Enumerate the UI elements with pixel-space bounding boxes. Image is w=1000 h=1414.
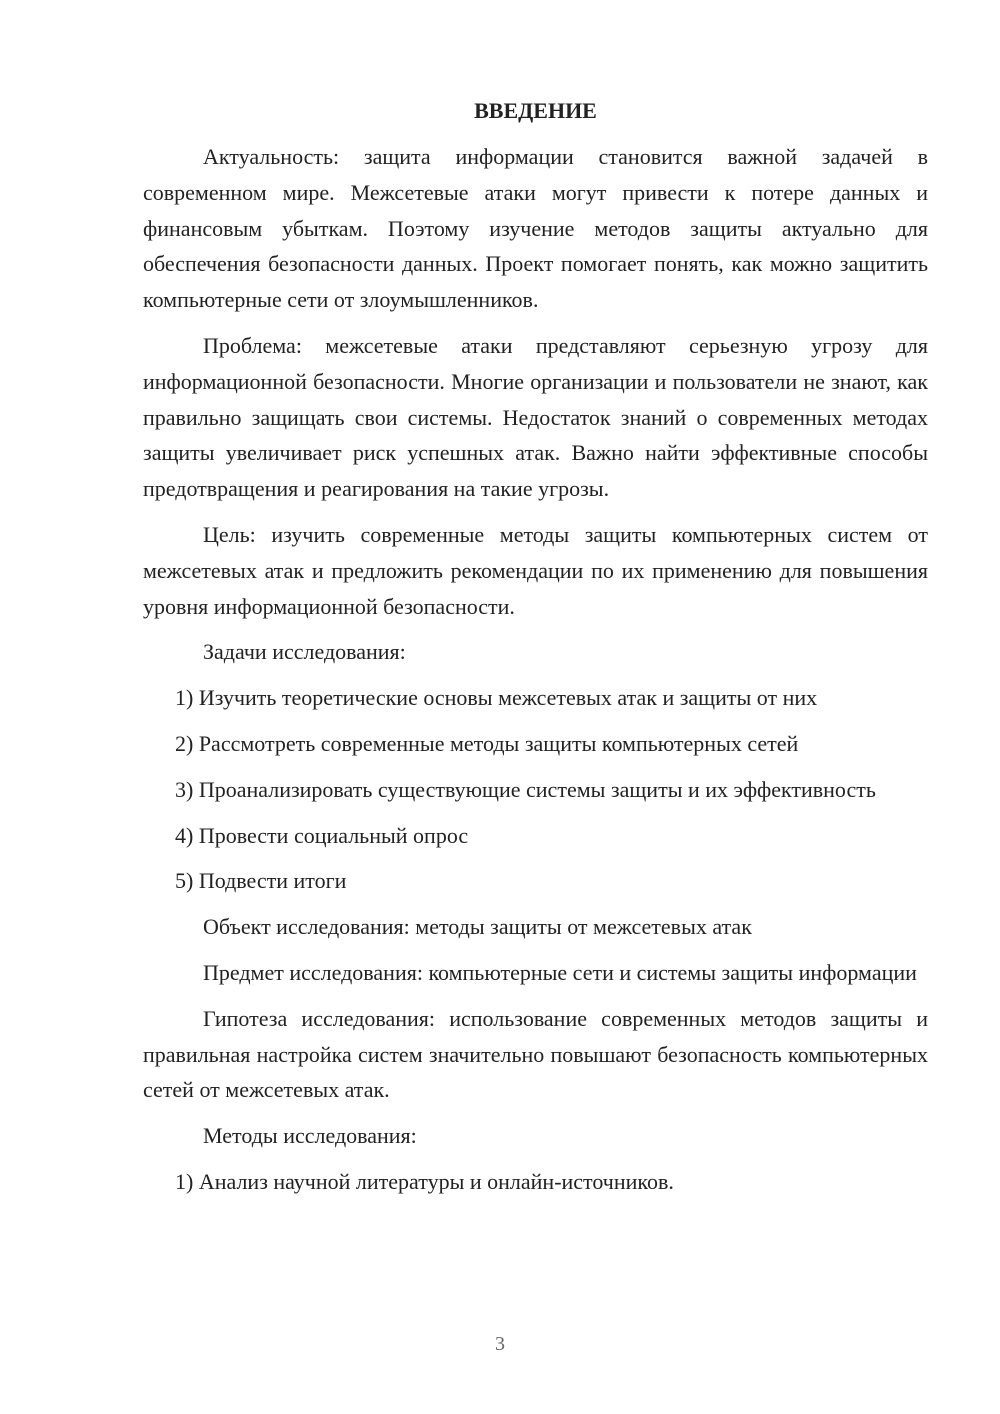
section-title: ВВЕДЕНИЕ bbox=[474, 98, 597, 123]
tasks-heading: Задачи исследования: bbox=[203, 639, 406, 665]
page-content bbox=[143, 95, 928, 1210]
task-item-1: 1) Изучить теоретические основы межсетевых атак и защиты от них bbox=[175, 685, 818, 711]
task-item-4: 4) Провести социальный опрос bbox=[175, 822, 469, 848]
task-item-2: 2) Рассмотреть современные методы защиты компьютерных сетей bbox=[175, 730, 799, 756]
paragraph-relevance: Актуальность: защита информации становится важной задачей в современном мире. Межсетевые атаки могут привести к потере данных и финансовым убыткам. Поэтому изучение методов защиты актуально для обеспечения безопасности данных. Проект помогает понять, как можно защитить компьютерные сети от злоумышленников. bbox=[143, 144, 928, 313]
method-item-1: 1) Анализ научной литературы и онлайн-источников. bbox=[175, 1168, 674, 1194]
page-number: 3 bbox=[495, 1333, 505, 1355]
paragraph-goal: Цель: изучить современные методы защиты компьютерных систем от межсетевых атак и предложить рекомендации по их применению для повышения уровня информационной безопасности. bbox=[143, 521, 928, 619]
methods-heading: Методы исследования: bbox=[203, 1123, 417, 1149]
paragraph-hypothesis: Гипотеза исследования: использование современных методов защиты и правильная настройка систем значительно повышают безопасность компьютерных сетей от межсетевых атак. bbox=[143, 1005, 928, 1103]
paragraph-problem: Проблема: межсетевые атаки представляют серьезную угрозу для информационной безопасности. Многие организации и пользователи не знают, как правильно защищать свои системы. Недостаток знаний о современных методах защиты увеличивает риск успешных атак. Важно найти эффективные способы предотвращения и реагирования на такие угрозы. bbox=[143, 332, 928, 502]
task-item-5: 5) Подвести итоги bbox=[175, 868, 347, 894]
paragraph-subject: Предмет исследования: компьютерные сети и системы защиты информации bbox=[203, 959, 917, 985]
paragraph-object: Объект исследования: методы защиты от межсетевых атак bbox=[203, 914, 752, 940]
task-item-3: 3) Проанализировать существующие системы защиты и их эффективность bbox=[175, 776, 876, 802]
